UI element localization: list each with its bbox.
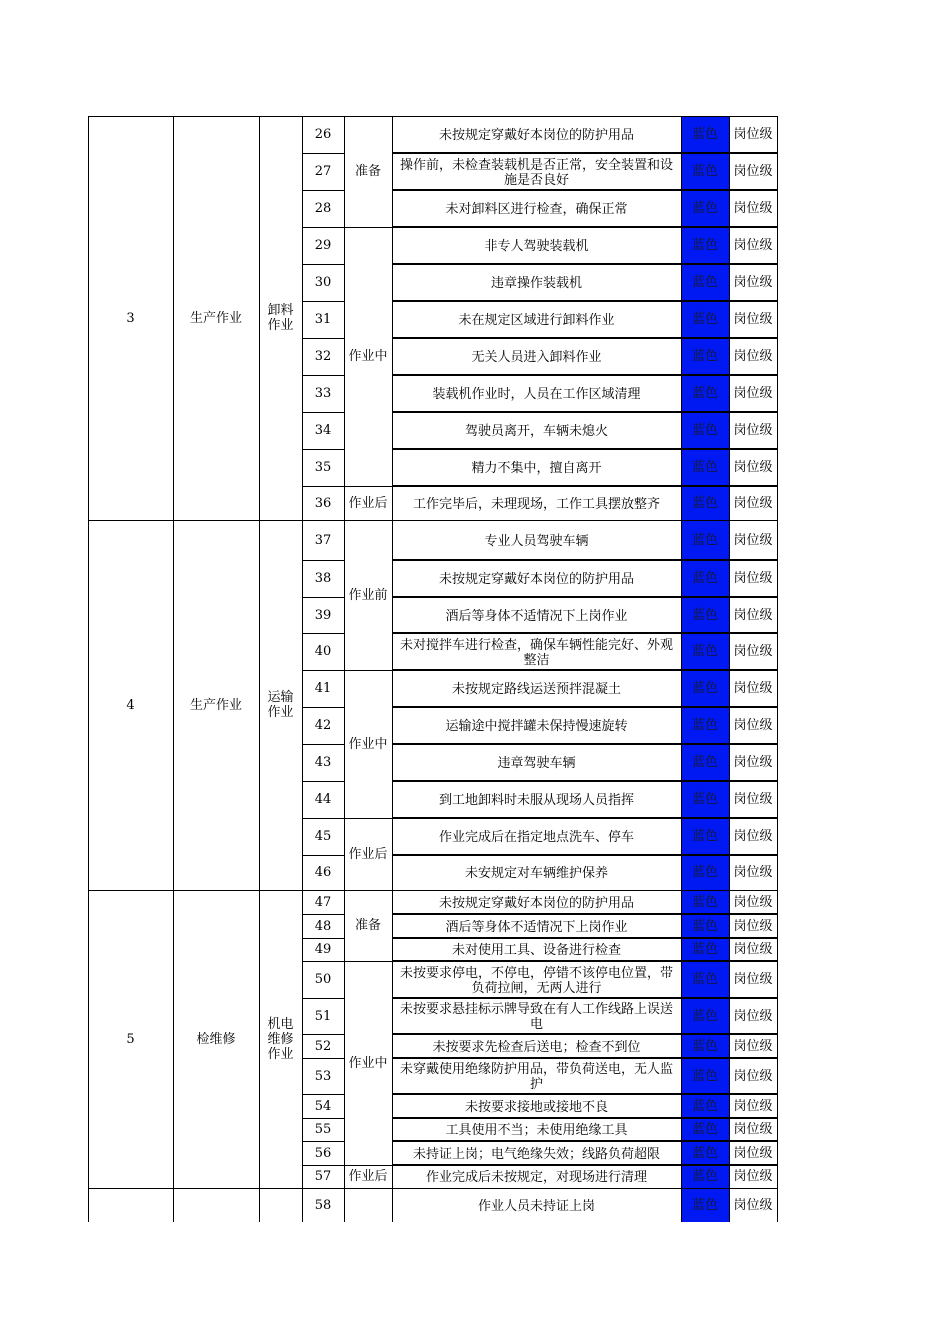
control-level: 岗位级 [733,942,773,957]
grid-line [302,486,345,487]
grid-line [302,998,345,999]
stage-label: 作业后 [348,1169,388,1184]
hazard-description: 酒后等身体不适情况下上岗作业 [445,919,628,935]
risk-color-badge: 蓝色 [681,412,729,449]
hazard-description: 未按规定路线运送预拌混凝土 [451,682,621,697]
grid-line [302,375,345,376]
risk-color-badge: 蓝色 [681,914,729,938]
risk-color-badge: 蓝色 [681,1034,729,1058]
grid-line [344,1165,393,1166]
grid-line [302,1165,345,1166]
risk-color-badge: 蓝色 [681,1118,729,1141]
group-number: 4 [126,697,135,713]
row-number: 47 [314,894,332,910]
risk-color-badge: 蓝色 [681,670,729,707]
row-number: 39 [314,607,332,623]
group-job: 机电维修作业 [267,1016,294,1062]
grid-line [392,780,778,782]
grid-line [392,1057,778,1059]
row-number: 49 [314,942,332,957]
control-level: 岗位级 [733,829,773,844]
control-level: 岗位级 [733,312,773,327]
risk-color-badge: 蓝色 [681,890,729,914]
grid-line [302,227,345,228]
hazard-description: 未按要求先检查后送电；检查不到位 [432,1039,641,1055]
row-number: 42 [314,718,332,733]
risk-color-badge: 蓝色 [681,153,729,190]
row-number: 35 [314,460,332,475]
group-number: 5 [126,1031,135,1047]
risk-color-badge: 蓝色 [681,998,729,1034]
control-level: 岗位级 [733,894,773,910]
risk-color-badge: 蓝色 [681,486,729,520]
risk-color-badge: 蓝色 [681,781,729,818]
grid-line [88,520,778,521]
grid-line [392,1033,778,1035]
grid-line [302,1141,345,1142]
control-level: 岗位级 [733,1098,773,1114]
grid-line [392,559,778,561]
row-number: 26 [314,127,332,142]
grid-line [88,116,89,1222]
stage-label: 准备 [354,164,381,179]
hazard-description: 专业人员驾驶车辆 [484,533,589,549]
risk-color-badge: 蓝色 [681,338,729,375]
row-number: 40 [314,644,332,659]
grid-line [392,632,778,634]
grid-line [88,116,778,117]
hazard-description: 未按规定穿戴好本岗位的防护用品 [438,895,634,911]
hazard-description: 未安规定对车辆维护保养 [464,866,608,881]
stage-label: 作业中 [348,1055,388,1071]
row-number: 45 [314,829,332,844]
risk-color-badge: 蓝色 [681,560,729,597]
group-job: 运输作业 [267,690,294,720]
grid-line [344,670,393,671]
control-level: 岗位级 [733,386,773,401]
control-level: 岗位级 [733,718,773,733]
hazard-description: 未按要求接地或接地不良 [464,1099,608,1115]
risk-color-badge: 蓝色 [681,961,729,998]
grid-line [302,190,345,191]
control-level: 岗位级 [733,164,773,179]
group-category: 生产作业 [189,697,242,713]
control-level: 岗位级 [733,275,773,290]
risk-color-badge: 蓝色 [681,375,729,412]
grid-line [173,116,174,1222]
grid-line [392,596,778,598]
risk-color-badge: 蓝色 [681,1165,729,1188]
risk-color-badge: 蓝色 [681,116,729,153]
control-level: 岗位级 [733,532,773,548]
grid-line [302,961,345,962]
hazard-description: 未穿戴使用绝缘防护用品，带负荷送电，无人监护 [399,1062,673,1092]
row-number: 58 [314,1197,332,1213]
row-number: 28 [314,201,332,216]
hazard-description: 未对搅拌车进行检查，确保车辆性能完好、外观整洁 [399,637,673,668]
row-number: 33 [314,386,332,401]
hazard-description: 未按要求停电，不停电，停错不该停电位置，带负荷拉闸，无两人进行 [399,965,673,996]
grid-line [392,854,778,856]
risk-color-badge: 蓝色 [681,264,729,301]
stage-label: 作业后 [348,495,388,511]
risk-color-badge: 蓝色 [681,707,729,744]
grid-line [392,960,778,962]
control-level: 岗位级 [733,972,773,987]
grid-line [88,890,778,891]
row-number: 57 [314,1169,332,1184]
hazard-description: 未按规定穿戴好本岗位的防护用品 [438,572,634,587]
grid-line [302,264,345,265]
stage-label: 作业中 [348,349,388,364]
risk-color-badge: 蓝色 [681,449,729,486]
group-category: 生产作业 [189,310,242,326]
grid-line [392,1117,778,1119]
grid-line [302,116,303,1222]
control-level: 岗位级 [733,201,773,216]
control-level: 岗位级 [733,1122,773,1137]
grid-line [392,374,778,376]
risk-color-badge: 蓝色 [681,1058,729,1094]
grid-line [302,1034,345,1035]
risk-color-badge: 蓝色 [681,1094,729,1118]
control-level: 岗位级 [733,1038,773,1054]
row-number: 51 [314,1008,332,1024]
grid-line [344,961,393,962]
control-level: 岗位级 [733,865,773,880]
risk-color-badge: 蓝色 [681,1188,729,1222]
control-level: 岗位级 [733,460,773,475]
risk-color-badge: 蓝色 [681,818,729,855]
control-level: 岗位级 [733,423,773,438]
grid-line [302,597,345,598]
hazard-description: 未对使用工具、设备进行检查 [451,943,621,958]
row-number: 41 [314,681,332,696]
group-category: 检维修 [196,1031,236,1047]
row-number: 31 [314,312,332,327]
grid-line [302,1058,345,1059]
grid-line [344,818,393,819]
hazard-description: 违章操作装载机 [490,276,582,291]
control-level: 岗位级 [733,238,773,253]
hazard-description: 工作完毕后，未理现场，工作工具摆放整齐 [412,496,660,512]
stage-label: 作业后 [348,846,388,862]
risk-color-badge: 蓝色 [681,855,729,890]
grid-line [392,706,778,708]
hazard-description: 作业完成后未按规定，对现场进行清理 [425,1170,647,1185]
risk-color-badge: 蓝色 [681,301,729,338]
row-number: 52 [314,1038,332,1054]
grid-line [392,337,778,339]
grid-line [302,301,345,302]
grid-line [392,448,778,450]
hazard-description: 驾驶员离开，车辆未熄火 [464,424,608,439]
row-number: 46 [314,865,332,880]
row-number: 34 [314,423,332,438]
control-level: 岗位级 [733,495,773,511]
hazard-description: 非专人驾驶装载机 [484,239,589,254]
grid-line [392,1140,778,1142]
grid-line [302,153,345,154]
hazard-description: 未按要求悬挂标示牌导致在有人工作线路上误送电 [399,1002,673,1032]
grid-line [302,855,345,856]
hazard-description: 精力不集中，擅自离开 [471,461,602,476]
row-number: 50 [314,972,332,987]
row-number: 30 [314,275,332,290]
hazard-description: 未在规定区域进行卸料作业 [458,313,615,328]
hazard-description: 酒后等身体不适情况下上岗作业 [445,608,628,624]
hazard-description: 作业人员未持证上岗 [477,1198,595,1214]
hazard-description: 无关人员进入卸料作业 [471,350,602,365]
hazard-description: 作业完成后在指定地点洗车、停车 [438,830,634,845]
stage-label: 作业中 [348,736,388,752]
control-level: 岗位级 [733,918,773,934]
row-number: 48 [314,918,332,934]
grid-line [392,817,778,819]
hazard-description: 到工地卸料时未服从现场人员指挥 [438,793,634,808]
grid-line [392,1093,778,1095]
stage-label: 准备 [354,918,381,933]
grid-line [302,938,345,939]
risk-color-badge: 蓝色 [681,1141,729,1165]
row-number: 36 [314,495,332,511]
control-level: 岗位级 [733,1008,773,1024]
row-number: 53 [314,1068,332,1084]
control-level: 岗位级 [733,1145,773,1161]
control-level: 岗位级 [733,1068,773,1084]
risk-color-badge: 蓝色 [681,520,729,560]
grid-line [302,744,345,745]
row-number: 56 [314,1145,332,1161]
grid-line [302,560,345,561]
grid-line [392,263,778,265]
grid-line [392,669,778,671]
grid-line [259,116,260,1222]
grid-line [392,743,778,745]
grid-line [392,1164,778,1166]
group-job: 卸料作业 [267,303,294,333]
control-level: 岗位级 [733,1169,773,1184]
grid-line [302,818,345,819]
group-number: 3 [126,310,135,326]
grid-line [302,670,345,671]
row-number: 32 [314,349,332,364]
risk-color-badge: 蓝色 [681,597,729,633]
grid-line [392,485,778,487]
control-level: 岗位级 [733,1197,773,1213]
grid-line [302,707,345,708]
control-level: 岗位级 [733,571,773,586]
hazard-description: 装载机作业时，人员在工作区域清理 [432,387,641,402]
row-number: 44 [314,792,332,807]
grid-line [302,1118,345,1119]
risk-color-badge: 蓝色 [681,633,729,670]
control-level: 岗位级 [733,607,773,623]
grid-line [392,913,778,915]
grid-line [392,189,778,191]
grid-line [88,1188,778,1189]
hazard-description: 操作前，未检查装载机是否正常，安全装置和设施是否良好 [399,157,673,188]
grid-line [392,937,778,939]
grid-line [302,412,345,413]
hazard-description: 运输途中搅拌罐未保持慢速旋转 [445,719,628,734]
row-number: 54 [314,1098,332,1114]
grid-line [392,300,778,302]
hazard-description: 未对卸料区进行检查，确保正常 [445,202,628,217]
risk-color-badge: 蓝色 [681,744,729,781]
control-level: 岗位级 [733,755,773,770]
grid-line [344,116,345,1222]
risk-color-badge: 蓝色 [681,190,729,227]
grid-line [302,914,345,915]
stage-label: 作业前 [348,587,388,603]
grid-line [392,411,778,413]
row-number: 29 [314,238,332,253]
hazard-description: 未持证上岗；电气绝缘失效；线路负荷超限 [412,1146,660,1162]
hazard-description: 工具使用不当；未使用绝缘工具 [445,1123,628,1138]
grid-line [344,227,393,228]
row-number: 37 [314,532,332,548]
row-number: 43 [314,755,332,770]
control-level: 岗位级 [733,644,773,659]
row-number: 27 [314,164,332,179]
grid-line [302,449,345,450]
row-number: 55 [314,1122,332,1137]
grid-line [392,152,778,154]
grid-line [392,226,778,228]
risk-color-badge: 蓝色 [681,227,729,264]
control-level: 岗位级 [733,127,773,142]
row-number: 38 [314,571,332,586]
grid-line [302,1094,345,1095]
control-level: 岗位级 [733,792,773,807]
grid-line [302,781,345,782]
grid-line [344,486,393,487]
grid-line [302,338,345,339]
grid-line [302,633,345,634]
grid-line [392,997,778,999]
control-level: 岗位级 [733,681,773,696]
hazard-description: 违章驾驶车辆 [497,756,576,771]
control-level: 岗位级 [733,349,773,364]
hazard-description: 未按规定穿戴好本岗位的防护用品 [438,128,634,143]
risk-color-badge: 蓝色 [681,938,729,961]
